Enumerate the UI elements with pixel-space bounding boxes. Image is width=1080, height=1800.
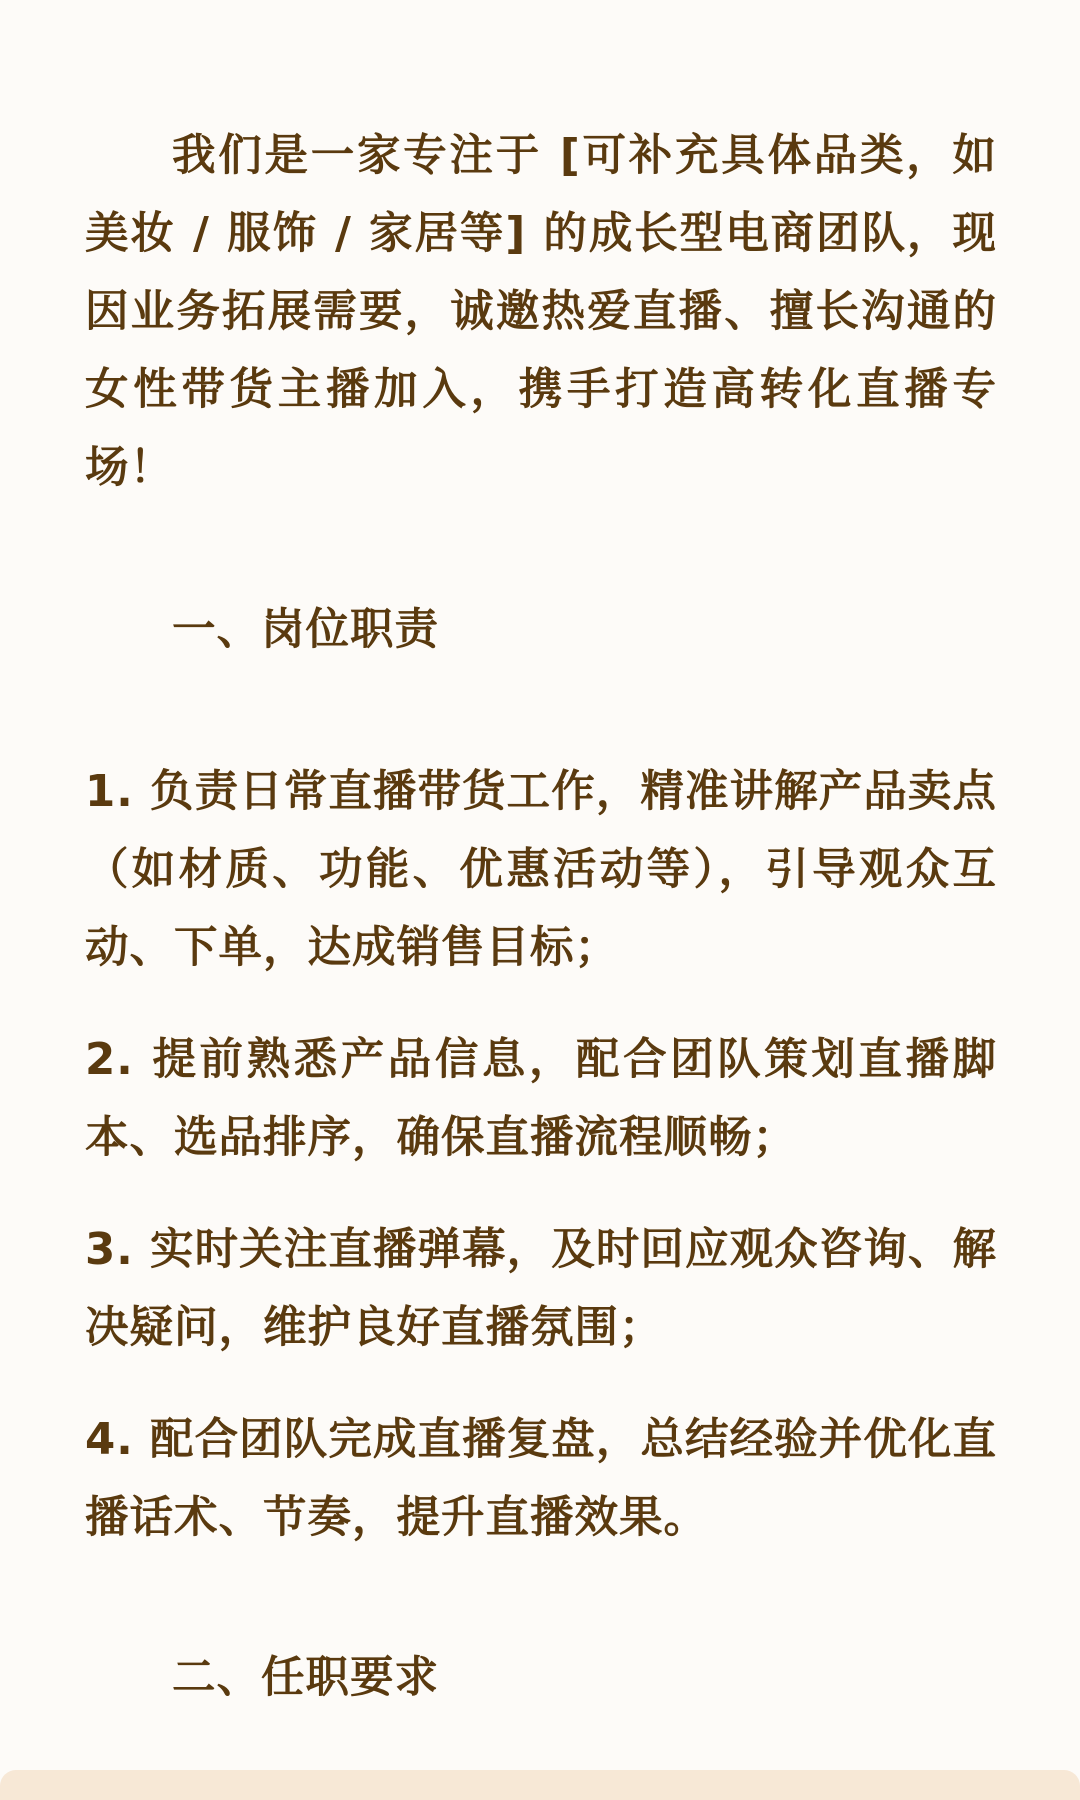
list-item: 2. 提前熟悉产品信息，配合团队策划直播脚本、选品排序，确保直播流程顺畅； bbox=[85, 1035, 997, 1163]
section-heading-requirements: 二、任职要求 bbox=[172, 1653, 439, 1703]
list-item: 3. 实时关注直播弹幕，及时回应观众咨询、解决疑问，维护良好直播氛围； bbox=[85, 1225, 997, 1353]
bottom-panel-edge bbox=[0, 1770, 1080, 1800]
list-item: 1. 负责日常直播带货工作，精准讲解产品卖点（如材质、功能、优惠活动等），引导观众互动、下单，达成销售目标； bbox=[85, 767, 997, 973]
responsibilities-list bbox=[85, 753, 997, 1557]
list-item: 4. 配合团队完成直播复盘，总结经验并优化直播话术、节奏，提升直播效果。 bbox=[85, 1415, 997, 1543]
section-heading-responsibilities: 一、岗位职责 bbox=[172, 605, 439, 655]
job-post-article bbox=[85, 117, 997, 1717]
intro-paragraph: 我们是一家专注于 [可补充具体品类，如美妆 / 服饰 / 家居等] 的成长型电商团队，现因业务拓展需要，诚邀热爱直播、擅长沟通的女性带货主播加入，携手打造高转化直播专场！ bbox=[85, 131, 997, 493]
